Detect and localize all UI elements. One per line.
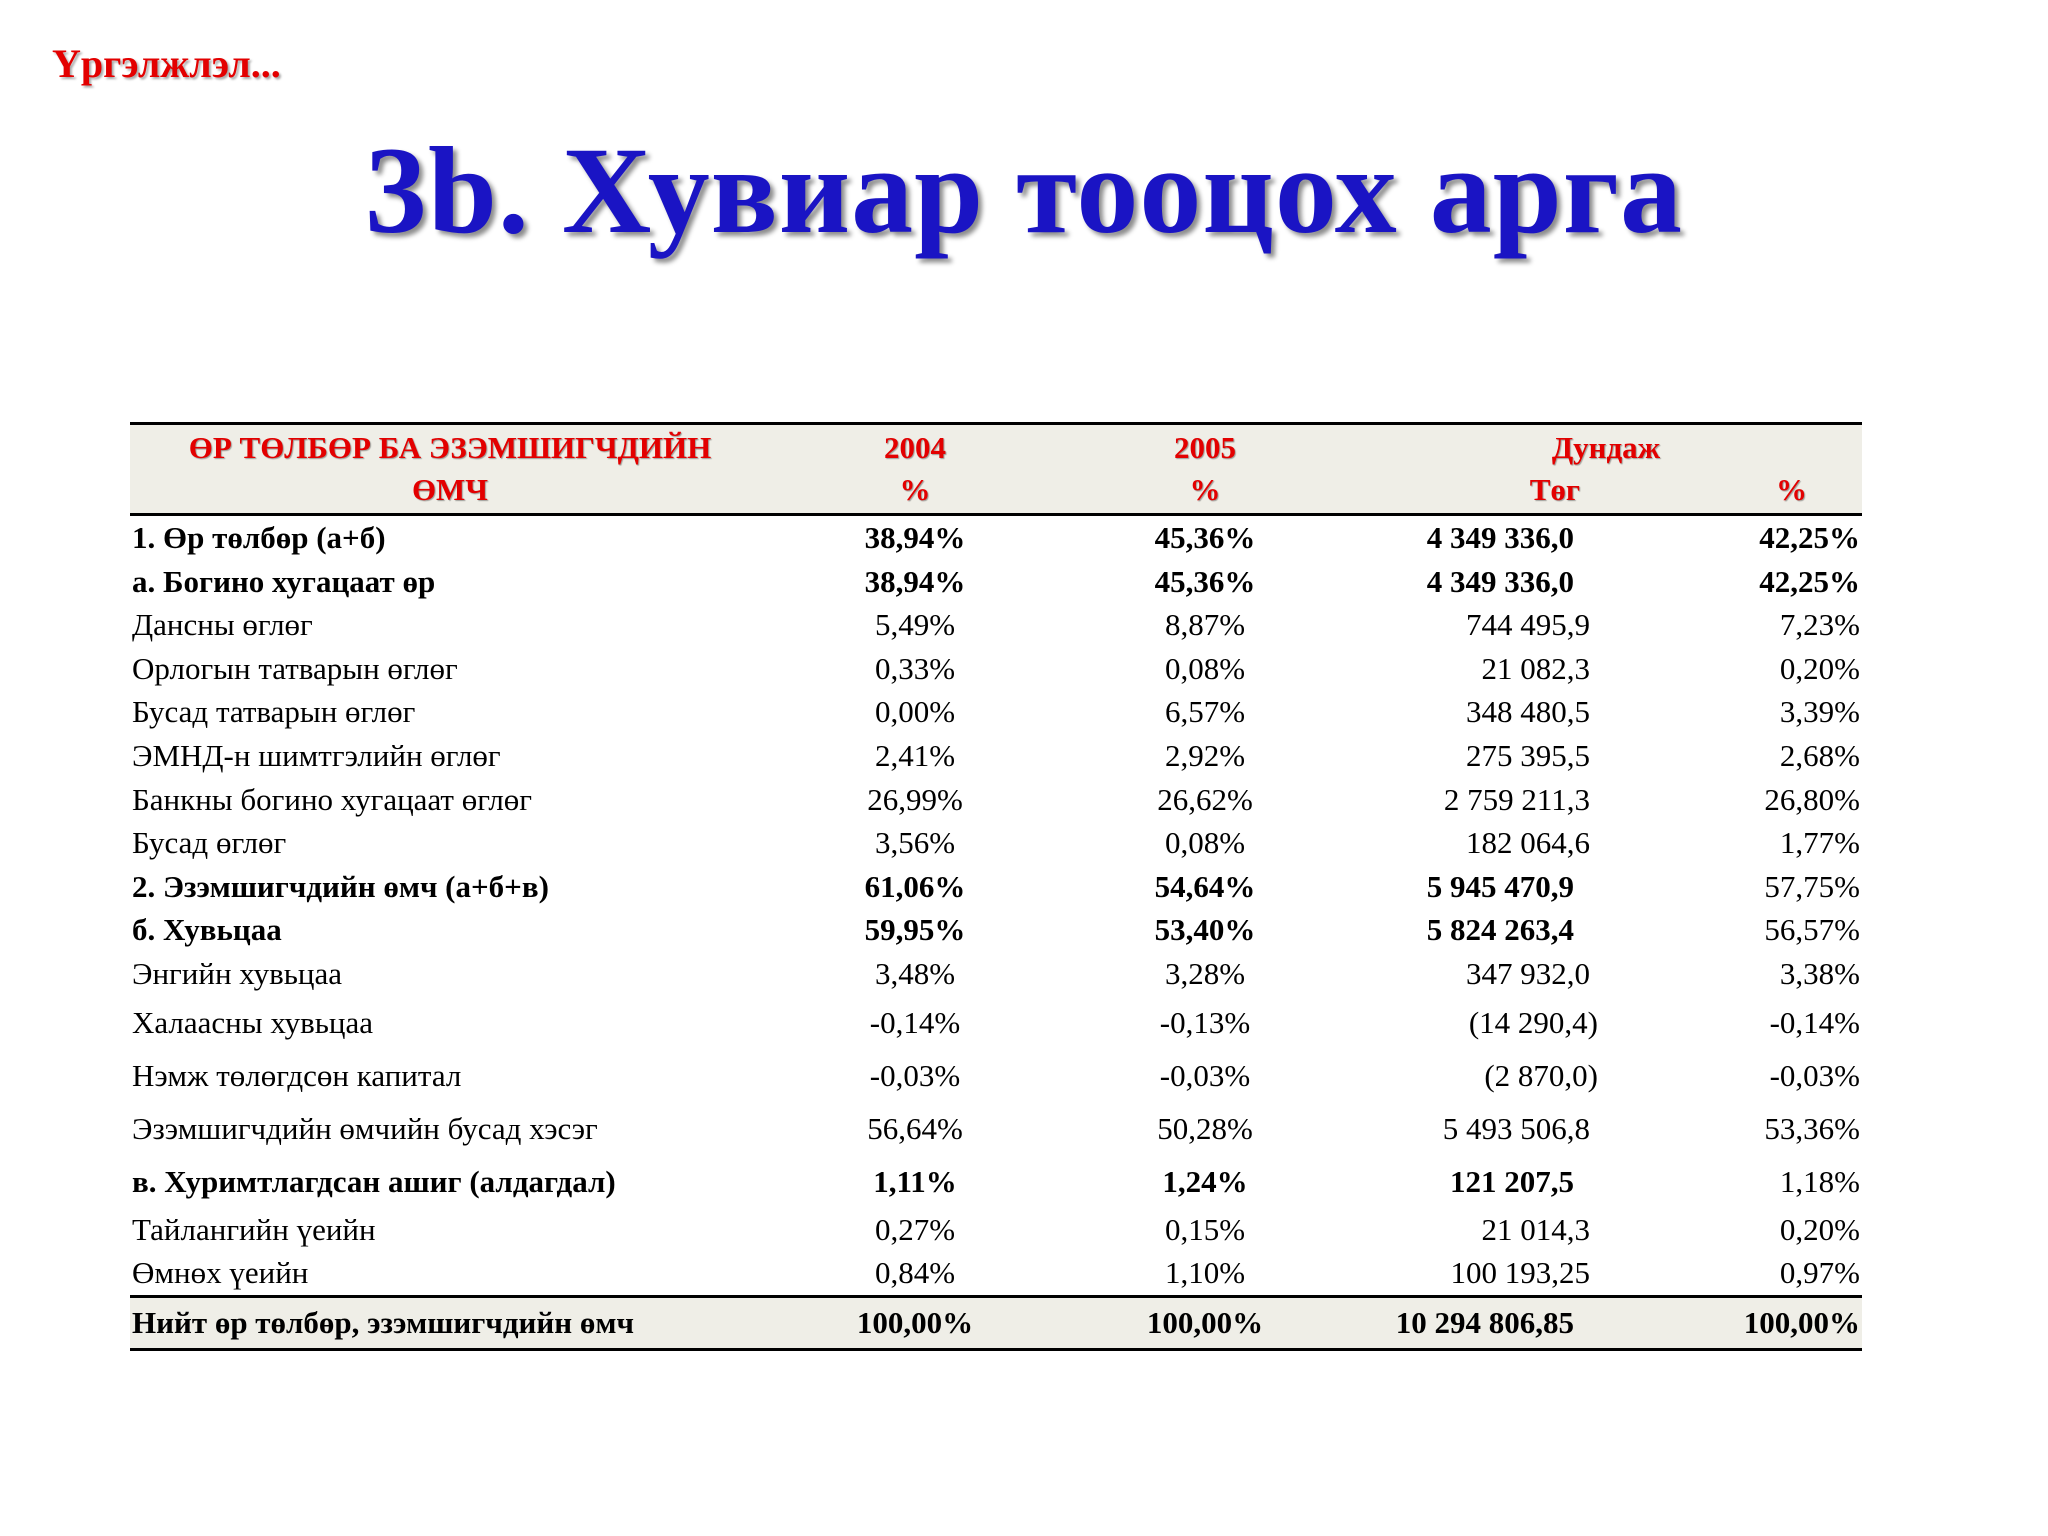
table-row (130, 1155, 1862, 1208)
header-2005: 2005 (1060, 424, 1350, 470)
table-header-row-2 (130, 469, 1862, 515)
row-label: Дансны өглөг (132, 607, 313, 643)
row-2005: 54,64% (1154, 868, 1256, 904)
row-pct: 42,25% (1759, 563, 1860, 599)
table-row (130, 515, 1862, 560)
row-pct: 53,36% (1764, 1110, 1860, 1146)
row-label: 2. Эзэмшигчдийн өмч (а+б+в) (132, 868, 549, 904)
header-label-line1: ӨР ТӨЛБӨР БА ЭЗЭМШИГЧДИЙН (130, 424, 770, 470)
row-label: Тайлангийн үеийн (132, 1211, 376, 1247)
row-2004: 0,84% (874, 1255, 956, 1291)
row-label: Энгийн хувьцаа (132, 955, 342, 991)
row-2004: 38,94% (864, 563, 966, 599)
header-2004: 2004 (770, 424, 1060, 470)
row-2004: 61,06% (864, 868, 966, 904)
row-label: 1. Өр төлбөр (а+б) (132, 520, 386, 555)
row-label: а. Богино хугацаат өр (132, 563, 436, 599)
continued-label: Үргэлжлэл... (52, 41, 281, 86)
row-tog: 121 207,5 (1450, 1163, 1574, 1199)
header-average-tog: Төг (1350, 469, 1650, 515)
row-2004: 3,56% (874, 825, 956, 861)
row-2004: 59,95% (864, 912, 966, 948)
row-tog: 275 395,5 (1466, 737, 1590, 773)
row-pct: 56,57% (1764, 912, 1860, 948)
row-2005: 8,87% (1164, 607, 1246, 643)
total-tog: 10 294 806,85 (1350, 1296, 1650, 1349)
row-2004: 2,41% (874, 737, 956, 773)
row-label: Эзэмшигчдийн өмчийн бусад хэсэг (132, 1110, 598, 1146)
table-row (130, 560, 1862, 604)
row-tog: 2 759 211,3 (1443, 781, 1590, 817)
table-row (130, 1251, 1862, 1296)
row-label: ЭМНД-н шимтгэлийн өглөг (132, 737, 501, 773)
row-2004: -0,14% (869, 1004, 961, 1040)
table-row (130, 996, 1862, 1049)
table-row (130, 1049, 1862, 1102)
row-label: Халаасны хувьцаа (132, 1004, 374, 1040)
row-pct: 42,25% (1759, 520, 1860, 555)
header-2005-unit: % (1060, 469, 1350, 515)
row-label: в. Хуримтлагдсан ашиг (алдагдал) (132, 1163, 616, 1199)
row-2004: 0,33% (874, 650, 956, 686)
row-2005: 1,24% (1162, 1163, 1248, 1199)
row-tog: 4 349 336,0 (1426, 563, 1574, 599)
row-pct: -0,14% (1769, 1004, 1860, 1040)
table-row (130, 1102, 1862, 1155)
row-pct: 26,80% (1764, 781, 1860, 817)
row-tog: 182 064,6 (1466, 825, 1590, 861)
row-label: Орлогын татварын өглөг (132, 650, 458, 686)
row-2005: 0,15% (1164, 1211, 1246, 1247)
row-2004: 0,27% (874, 1211, 956, 1247)
row-2005: -0,13% (1159, 1004, 1251, 1040)
header-average: Дундаж (1350, 424, 1862, 470)
table-row (130, 603, 1862, 647)
row-pct: 1,77% (1779, 825, 1860, 861)
row-pct: 1,18% (1779, 1163, 1860, 1199)
row-2004: 3,48% (874, 955, 956, 991)
table-row (130, 647, 1862, 691)
row-tog: (14 290,4) (1468, 1004, 1598, 1040)
row-2004: 1,11% (873, 1163, 957, 1199)
row-tog: 347 932,0 (1466, 955, 1590, 991)
row-tog: 100 193,25 (1450, 1255, 1590, 1291)
total-pct: 100,00% (1650, 1296, 1862, 1349)
row-2005: 1,10% (1164, 1255, 1246, 1291)
row-pct: 7,23% (1779, 607, 1860, 643)
table-row (130, 690, 1862, 734)
row-2004: 56,64% (867, 1110, 963, 1146)
row-2004: 5,49% (874, 607, 956, 643)
row-pct: 3,38% (1779, 955, 1860, 991)
row-pct: 57,75% (1764, 868, 1860, 904)
row-tog: 21 082,3 (1481, 650, 1590, 686)
row-label: Бусад татварын өглөг (132, 694, 416, 730)
row-2005: 45,36% (1154, 563, 1256, 599)
row-2004: -0,03% (869, 1057, 961, 1093)
row-2004: 38,94% (864, 520, 966, 555)
row-tog: 5 824 263,4 (1426, 912, 1574, 948)
table-header-row-1 (130, 424, 1862, 470)
row-2004: 26,99% (867, 781, 963, 817)
row-tog: 348 480,5 (1466, 694, 1590, 730)
row-2005: 6,57% (1164, 694, 1246, 730)
table-row (130, 952, 1862, 996)
row-label: Бусад өглөг (132, 825, 287, 861)
total-label: Нийт өр төлбөр, эзэмшигчдийн өмч (130, 1296, 770, 1349)
row-label: Банкны богино хугацаат өглөг (132, 781, 533, 817)
row-pct: 2,68% (1779, 737, 1860, 773)
row-2005: 50,28% (1157, 1110, 1253, 1146)
row-2004: 0,00% (874, 694, 956, 730)
row-pct: 0,97% (1779, 1255, 1860, 1291)
row-pct: 0,20% (1779, 650, 1860, 686)
row-label: Нэмж төлөгдсөн капитал (132, 1057, 462, 1093)
table-row (130, 821, 1862, 865)
row-2005: -0,03% (1159, 1057, 1251, 1093)
row-pct: -0,03% (1769, 1057, 1860, 1093)
row-2005: 0,08% (1164, 825, 1246, 861)
row-2005: 26,62% (1157, 781, 1253, 817)
row-2005: 2,92% (1164, 737, 1246, 773)
total-2005: 100,00% (1060, 1296, 1350, 1349)
row-pct: 0,20% (1779, 1211, 1860, 1247)
table-row (130, 1208, 1862, 1252)
row-tog: 4 349 336,0 (1426, 520, 1574, 555)
row-2005: 0,08% (1164, 650, 1246, 686)
row-label: б. Хувьцаа (132, 912, 282, 948)
row-2005: 3,28% (1164, 955, 1246, 991)
header-2004-unit: % (770, 469, 1060, 515)
header-label-line2: ӨМЧ (130, 469, 770, 515)
slide-title: 3b. Хувиар тооцох арга (364, 122, 1684, 259)
table-row (130, 778, 1862, 822)
row-tog: 744 495,9 (1466, 607, 1590, 643)
table-row (130, 865, 1862, 909)
total-2004: 100,00% (770, 1296, 1060, 1349)
header-average-pct: % (1650, 469, 1862, 515)
row-2005: 45,36% (1154, 520, 1256, 555)
row-2005: 53,40% (1154, 912, 1256, 948)
row-tog: 5 945 470,9 (1426, 868, 1574, 904)
row-pct: 3,39% (1779, 694, 1860, 730)
table-row (130, 734, 1862, 778)
row-tog: (2 870,0) (1484, 1057, 1598, 1093)
row-tog: 5 493 506,8 (1442, 1110, 1590, 1146)
balance-table (130, 422, 1862, 1351)
table-total-row (130, 1296, 1862, 1349)
row-label: Өмнөх үеийн (132, 1255, 309, 1291)
table-row (130, 908, 1862, 952)
row-tog: 21 014,3 (1481, 1211, 1590, 1247)
